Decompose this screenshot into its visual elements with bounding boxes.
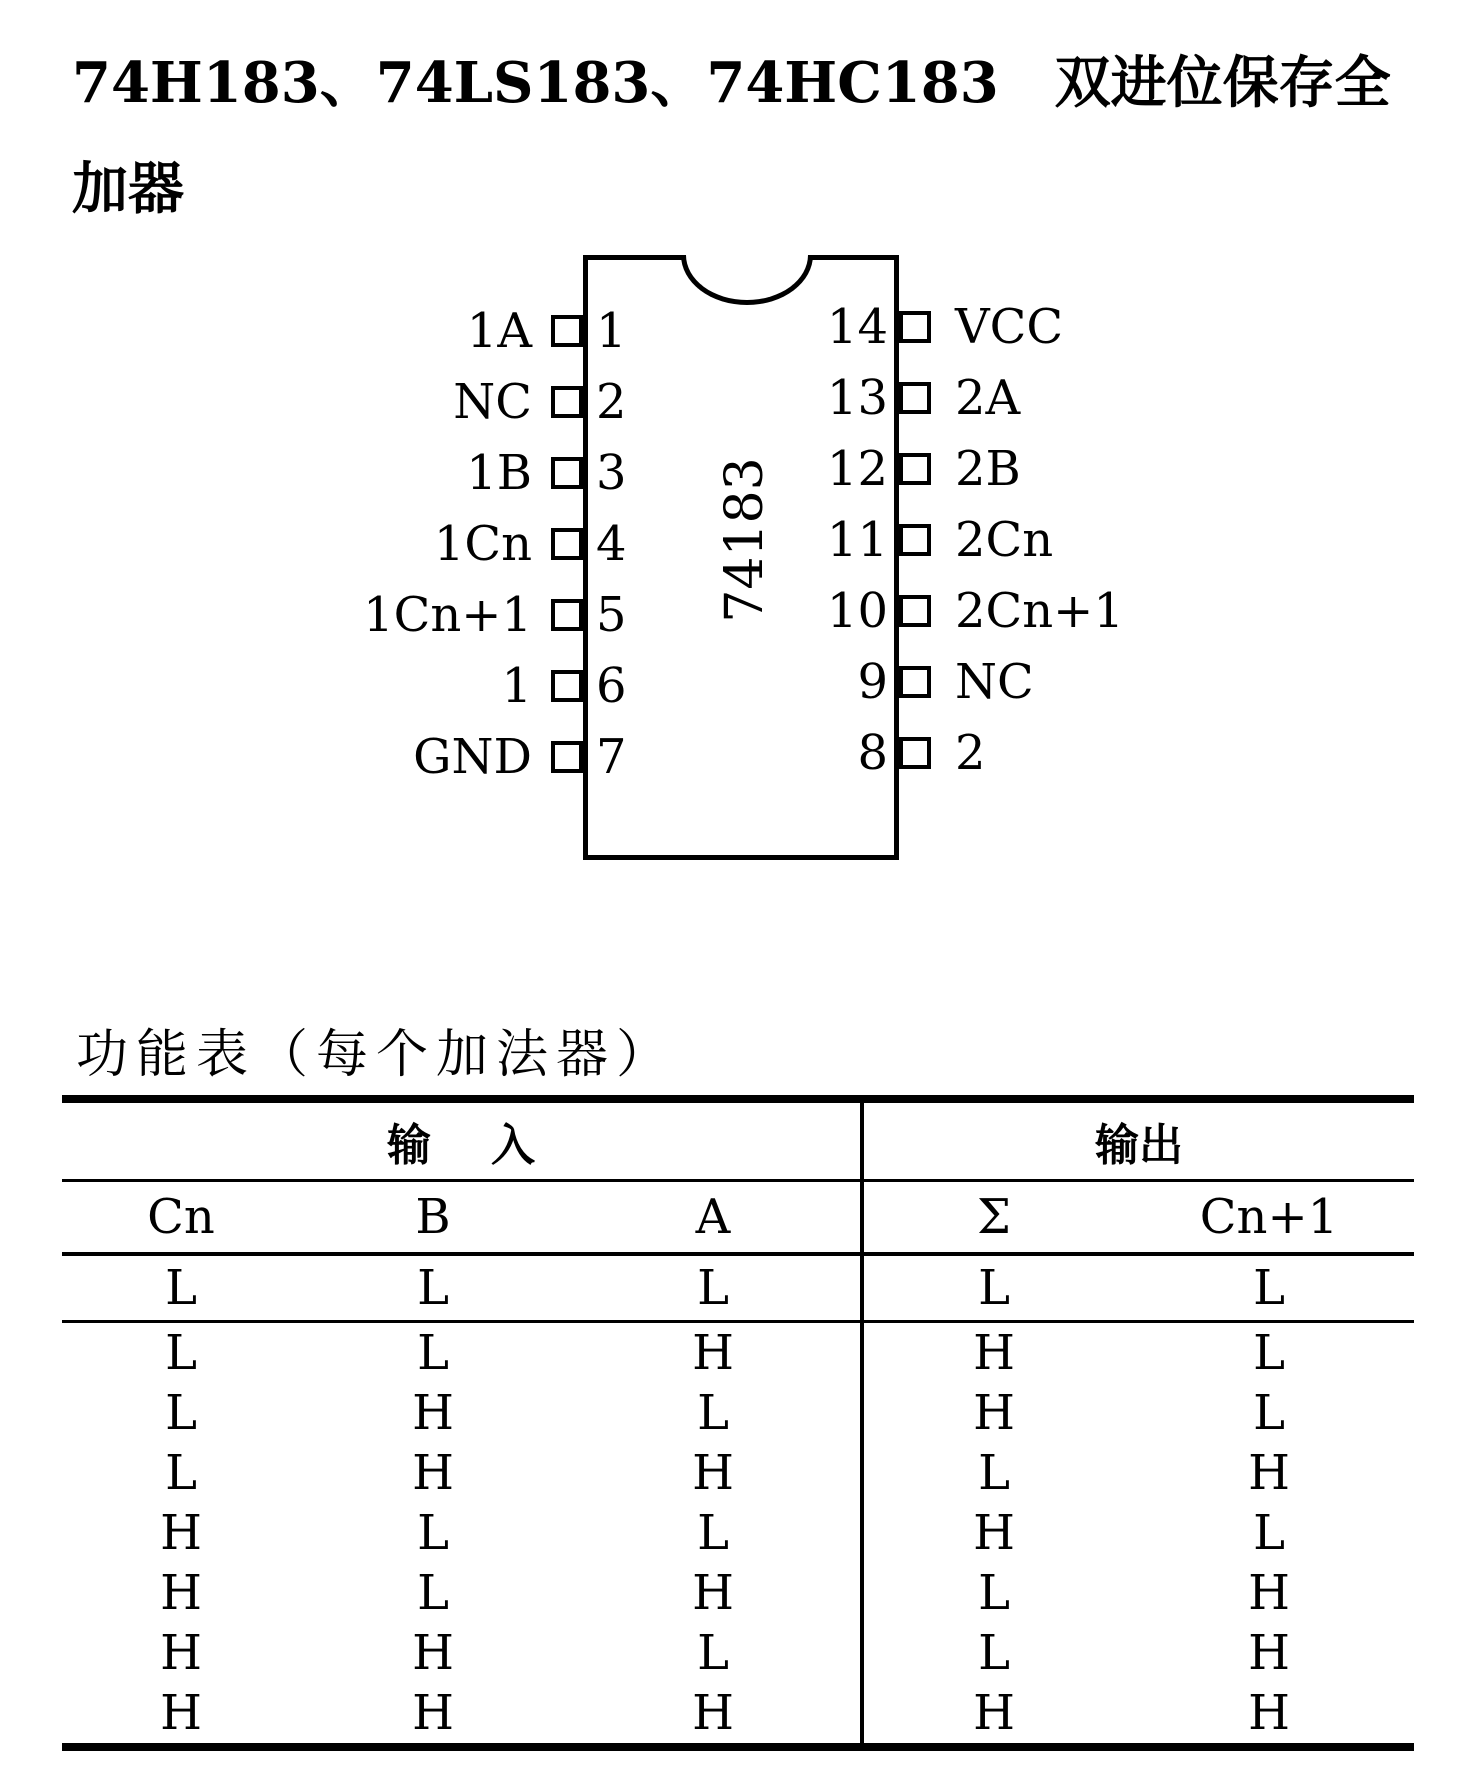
pin-7-number: 7	[596, 729, 627, 785]
table-cell: L	[62, 1254, 300, 1322]
function-table	[62, 1095, 1414, 1751]
table-cell: H	[566, 1683, 862, 1747]
pin-14-number: 14	[826, 299, 888, 355]
pin-11-number: 11	[826, 512, 888, 568]
table-cell: H	[566, 1322, 862, 1384]
table-cell: L	[417, 1505, 449, 1561]
table-cell: L	[566, 1623, 862, 1683]
pin-7-terminal	[551, 741, 583, 773]
table-cell: L	[566, 1383, 862, 1443]
pin-12-name: 2B	[955, 441, 1021, 497]
page-title: 74H183、74LS183、74HC183 双进位保存全加器	[72, 50, 1391, 222]
table-cell: L	[978, 1445, 1010, 1501]
pin-12-terminal	[899, 453, 931, 485]
pin-8-name: 2	[955, 725, 986, 781]
pin-2-terminal	[551, 386, 583, 418]
table-cell: L	[417, 1325, 449, 1381]
table-row	[62, 1683, 1414, 1747]
pin-9-number: 9	[857, 654, 888, 710]
table-cell: H	[1248, 1565, 1290, 1621]
pin-11-name: 2Cn	[955, 512, 1054, 568]
table-cell: L	[978, 1625, 1010, 1681]
table-cell: L	[566, 1254, 862, 1322]
table-cell: L	[1253, 1385, 1285, 1441]
table-row	[62, 1443, 1414, 1503]
table-cell: H	[412, 1625, 454, 1681]
pin-10-number: 10	[826, 583, 888, 639]
table-cell: L	[978, 1565, 1010, 1621]
table-cell: H	[566, 1563, 862, 1623]
pin-10-terminal	[899, 595, 931, 627]
pin-13-terminal	[899, 382, 931, 414]
table-cell: H	[160, 1505, 202, 1561]
pin-1-name: 1A	[466, 303, 532, 359]
pin-6-number: 6	[596, 658, 627, 714]
table-cell: L	[300, 1254, 566, 1322]
pin-3-number: 3	[596, 445, 627, 501]
table-row	[62, 1563, 1414, 1623]
table-cell: H	[1248, 1625, 1290, 1681]
table-caption: 功能表（每个加法器）	[76, 1025, 677, 1085]
pin-12-number: 12	[826, 441, 888, 497]
table-cell: L	[1124, 1254, 1414, 1322]
pin-9-terminal	[899, 666, 931, 698]
table-row	[62, 1322, 1414, 1384]
pin-5-number: 5	[596, 587, 627, 643]
pin-6-terminal	[551, 670, 583, 702]
table-cell: H	[566, 1443, 862, 1503]
col-header-b: B	[300, 1181, 566, 1255]
pin-2-name: NC	[453, 374, 532, 430]
col-header-cn: Cn	[62, 1181, 300, 1255]
pin-13-name: 2A	[955, 370, 1021, 426]
table-cell: H	[160, 1685, 202, 1741]
table-cell: L	[862, 1254, 1124, 1322]
pin-2-number: 2	[596, 374, 627, 430]
pin-3-name: 1B	[466, 445, 532, 501]
pin-9-name: NC	[955, 654, 1034, 710]
table-cell: H	[973, 1385, 1015, 1441]
pin-1-number: 1	[596, 303, 627, 359]
chip-label: 74183	[715, 457, 775, 623]
table-row	[62, 1623, 1414, 1683]
pin-5-name: 1Cn+1	[363, 587, 532, 643]
pin-8-terminal	[899, 737, 931, 769]
table-cell: H	[1248, 1685, 1290, 1741]
table-cell: L	[1253, 1505, 1285, 1561]
table-cell: H	[973, 1325, 1015, 1381]
col-header-sum: Σ	[862, 1181, 1124, 1255]
table-cell: H	[412, 1385, 454, 1441]
pin-10-name: 2Cn+1	[955, 583, 1124, 639]
table-cell: H	[973, 1685, 1015, 1741]
pin-11-terminal	[899, 524, 931, 556]
table-row	[62, 1503, 1414, 1563]
table-row	[62, 1254, 1414, 1322]
pin-4-terminal	[551, 528, 583, 560]
table-cell: L	[566, 1503, 862, 1563]
table-row	[62, 1383, 1414, 1443]
pin-1-terminal	[551, 315, 583, 347]
col-header-cn1: Cn+1	[1124, 1181, 1414, 1255]
pin-3-terminal	[551, 457, 583, 489]
group-outputs-header: 输出	[862, 1099, 1414, 1181]
table-cell: H	[412, 1685, 454, 1741]
table-cell: L	[1253, 1325, 1285, 1381]
pin-7-name: GND	[413, 729, 532, 785]
pin-4-name: 1Cn	[433, 516, 532, 572]
pin-6-name: 1	[501, 658, 532, 714]
table-cell: L	[165, 1445, 197, 1501]
table-cell: H	[160, 1625, 202, 1681]
pin-14-terminal	[899, 311, 931, 343]
pin-4-number: 4	[596, 516, 627, 572]
pin-5-terminal	[551, 599, 583, 631]
group-inputs-header: 输入	[62, 1099, 862, 1181]
table-cell: L	[165, 1385, 197, 1441]
table-cell: L	[417, 1565, 449, 1621]
pin-8-number: 8	[857, 725, 888, 781]
table-cell: L	[165, 1325, 197, 1381]
pin-14-name: VCC	[955, 299, 1064, 355]
col-header-a: A	[566, 1181, 862, 1255]
table-cell: H	[160, 1565, 202, 1621]
table-cell: H	[412, 1445, 454, 1501]
table-cell: H	[973, 1505, 1015, 1561]
table-cell: H	[1248, 1445, 1290, 1501]
pin-13-number: 13	[826, 370, 888, 426]
